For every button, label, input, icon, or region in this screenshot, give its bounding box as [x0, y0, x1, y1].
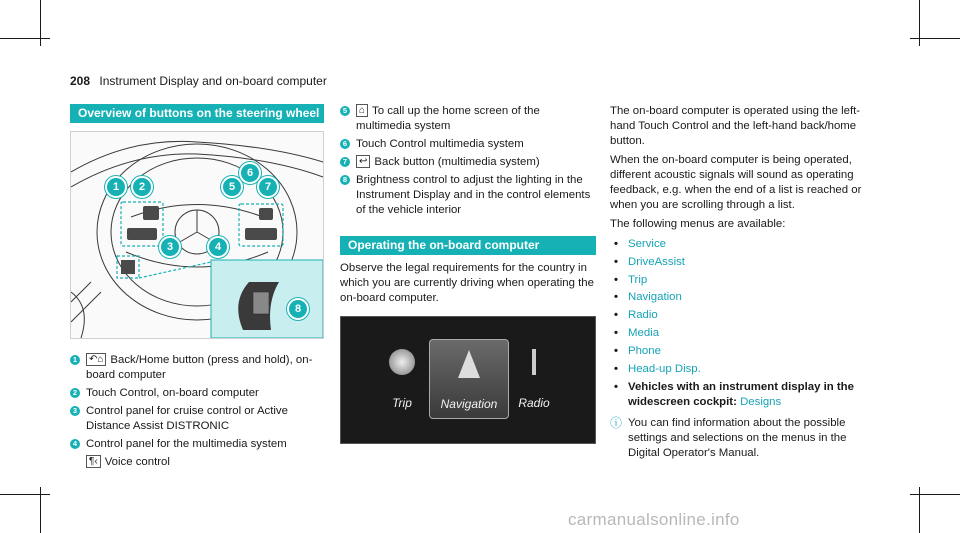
legend-item: [340, 173, 596, 218]
paragraph: When the on-board computer is being operated, different acoustic signals will sound as operating feedback, e.g. when the end of a list is reached or when you are scrolling through a list.: [610, 154, 862, 211]
screen-tile-label: Navigation: [440, 397, 498, 411]
legend-item: [340, 104, 596, 134]
section-banner: Operating the on-board computer: [340, 236, 596, 255]
legend-number: 5: [340, 106, 350, 116]
screen-tile-label: Radio: [518, 396, 550, 410]
menu-item-phone: [610, 343, 872, 361]
legend-number: 8: [340, 175, 350, 185]
legend-number: 4: [70, 439, 80, 449]
menu-item-head-up-disp: [610, 361, 872, 379]
legend-text: Back/Home button (press and hold), on-board computer: [86, 354, 313, 381]
legend-number: 3: [70, 406, 80, 416]
bullet: •: [614, 362, 618, 375]
callout-5: 5: [221, 176, 243, 198]
menu-link[interactable]: Media: [628, 326, 660, 339]
radio-icon: [532, 349, 536, 375]
crop-mark: [0, 38, 50, 39]
callout-6: 6: [239, 162, 261, 184]
menu-item-media: [610, 325, 872, 343]
note: [610, 416, 872, 461]
menu-link[interactable]: Trip: [628, 273, 648, 286]
legend-item: [70, 353, 324, 383]
legend-text: Brightness control to adjust the lighting in the Instrument Display and in the control elements of the vehicle interior: [356, 174, 591, 216]
menu-item-trip: [610, 272, 872, 290]
voice-control-label: Voice control: [104, 456, 170, 468]
designs-link[interactable]: Designs: [740, 396, 782, 409]
legend-number: 6: [340, 139, 350, 149]
button-icon: ⌂: [356, 104, 368, 117]
screen-tile-label: Trip: [392, 396, 412, 410]
callout-2: 2: [131, 176, 153, 198]
menu-item-radio: [610, 307, 872, 325]
onboard-computer-screen: [340, 316, 596, 444]
column-left: [70, 104, 324, 473]
callout-8: 8: [287, 298, 309, 320]
legend-text: Touch Control multimedia system: [356, 138, 524, 150]
crop-mark: [40, 0, 41, 46]
legend-item: [340, 137, 596, 152]
legend-text: Control panel for the multimedia system: [86, 438, 287, 450]
legend-item: [70, 437, 324, 452]
list-item: • Vehicles with an instrument display in the widescreen cockpit: Designs: [614, 381, 854, 409]
column-middle: [340, 104, 596, 444]
widescreen-label: Vehicles with an instrument display in the widescreen cockpit:: [628, 381, 854, 409]
steering-wheel-illustration: [71, 132, 323, 338]
section-title: Instrument Display and on-board computer: [99, 74, 327, 88]
bullet: •: [614, 291, 618, 304]
menu-link[interactable]: Radio: [628, 309, 658, 322]
crop-mark: [910, 494, 960, 495]
callout-3: 3: [159, 236, 181, 258]
watermark: carmanualsonline.info: [568, 510, 740, 529]
bullet: •: [614, 344, 618, 357]
legend-number: 1: [70, 355, 80, 365]
back-home-icon: ↶⌂: [86, 353, 106, 366]
navigation-icon: [458, 350, 480, 378]
paragraph: The following menus are available:: [610, 218, 786, 230]
steering-wheel-figure: [70, 131, 324, 339]
menu-link[interactable]: Service: [628, 238, 666, 250]
button-icon: ↩: [356, 155, 370, 168]
column-right: [610, 104, 872, 461]
bullet: •: [614, 255, 618, 268]
callout-7: 7: [257, 176, 279, 198]
crop-mark: [919, 0, 920, 46]
bullet: •: [614, 273, 618, 286]
menu-item-service: [610, 236, 872, 254]
bullet: •: [614, 238, 618, 250]
voice-control-item: [70, 455, 324, 470]
bullet: •: [614, 326, 618, 339]
legend-list: [70, 353, 324, 452]
callout-1: 1: [105, 176, 127, 198]
legend-number: 7: [340, 157, 350, 167]
menu-link[interactable]: Navigation: [628, 291, 682, 304]
legend-list: [340, 104, 596, 218]
legend-item: [70, 404, 324, 434]
legend-text: Touch Control, on-board computer: [86, 387, 259, 399]
menu-list: [610, 236, 872, 378]
menu-link[interactable]: Phone: [628, 344, 661, 357]
legend-item: [70, 386, 324, 401]
body-text: Observe the legal requirements for the country in which you are currently driving when operating the on-board computer.: [340, 262, 594, 304]
legend-text: Back button (multimedia system): [374, 156, 540, 168]
menu-link[interactable]: DriveAssist: [628, 255, 685, 268]
menu-item-driveassist: [610, 254, 872, 272]
note-text: You can find information about the possible settings and selections on the menus in the Digital Operator's Manual.: [628, 417, 847, 460]
screen-tile-radio[interactable]: [495, 339, 573, 417]
paragraph: The on-board computer is operated using the left-hand Touch Control and the left-hand back/home button.: [610, 105, 861, 147]
bullet: •: [614, 309, 618, 322]
legend-text: Control panel for cruise control or Active Distance Assist DISTRONIC: [86, 405, 288, 432]
crop-mark: [910, 38, 960, 39]
legend-number: 2: [70, 388, 80, 398]
menu-link[interactable]: Head-up Disp.: [628, 362, 701, 375]
crop-mark: [0, 494, 50, 495]
voice-control-icon: ¶‹: [86, 455, 101, 468]
menu-list-widescreen: [610, 380, 872, 410]
menu-item-navigation: [610, 289, 872, 307]
page-header: [70, 74, 327, 88]
trip-icon: [389, 349, 415, 375]
legend-item: [340, 155, 596, 170]
info-icon: ⓘ: [610, 416, 623, 431]
callout-4: 4: [207, 236, 229, 258]
page-number: 208: [70, 74, 91, 88]
section-banner: Overview of buttons on the steering wheel: [70, 104, 324, 123]
legend-text: To call up the home screen of the multimedia system: [356, 105, 540, 132]
